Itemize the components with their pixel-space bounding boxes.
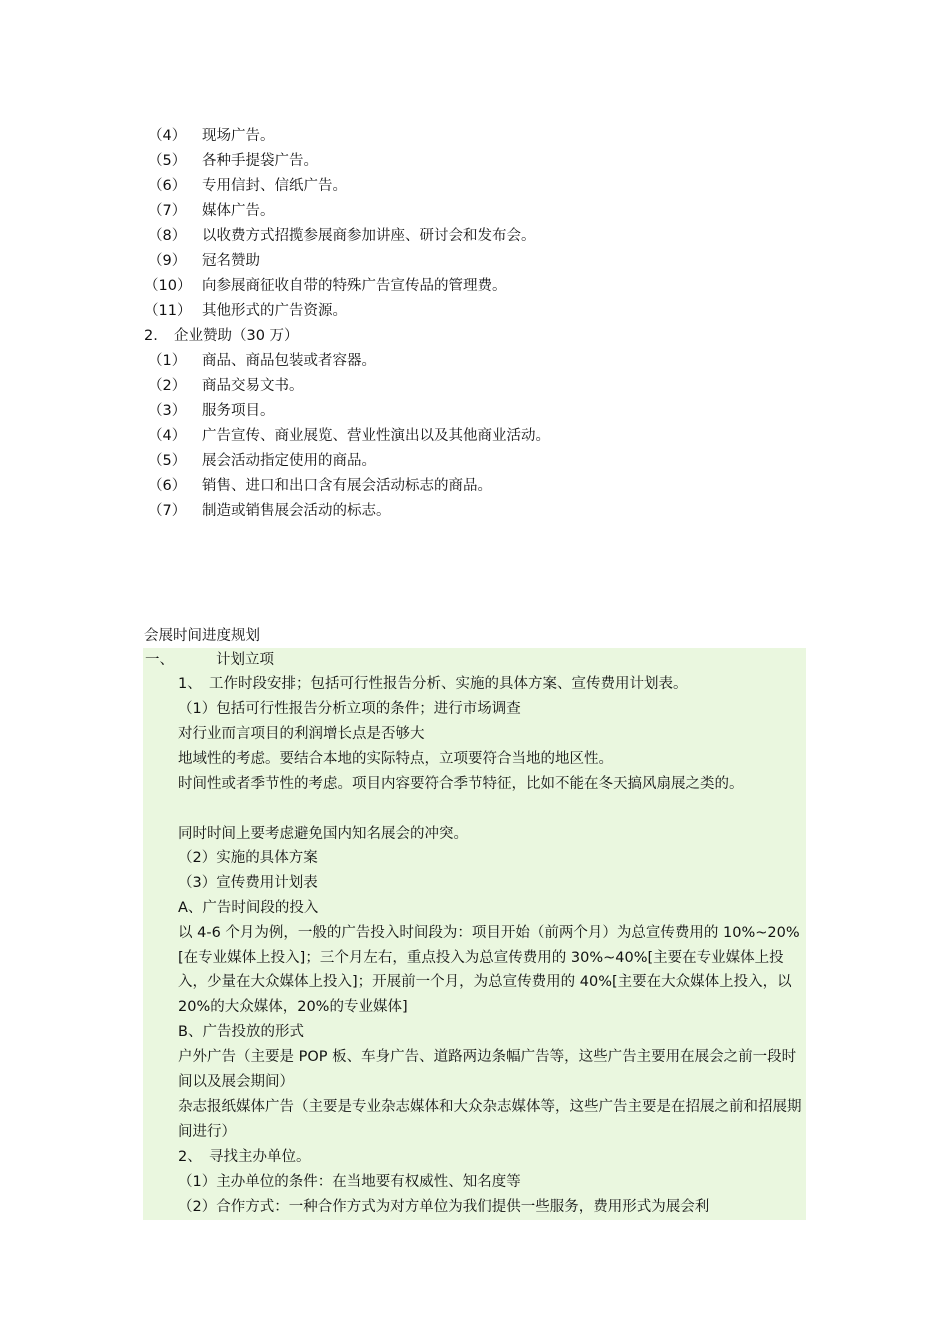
list-item-number: （5）: [148, 453, 187, 469]
list-item: [144, 274, 824, 299]
list-item: [144, 249, 824, 274]
schedule-title: 会展时间进度规划: [144, 628, 260, 644]
list-item-text: 制造或销售展会活动的标志。: [202, 503, 391, 519]
list-item: [144, 374, 824, 399]
subitem-host-2: （2）合作方式：一种合作方式为对方单位为我们提供一些服务，费用形式为展会利: [178, 1199, 710, 1215]
list-item-number: （2）: [148, 378, 187, 394]
list-item-number: （8）: [148, 228, 187, 244]
list-item-text: 销售、进口和出口含有展会活动标志的商品。: [202, 478, 492, 494]
section-number: 2.: [144, 328, 158, 344]
section-heading: [144, 324, 824, 349]
paragraph-magazine: 杂志报纸媒体广告（主要是专业杂志媒体和大众杂志媒体等，这些广告主要是在招展之前和招展期间进行）: [178, 1099, 802, 1140]
list-item: [144, 299, 824, 324]
list-item: [144, 149, 824, 174]
list-item-text: 展会活动指定使用的商品。: [202, 453, 376, 469]
document-list: [144, 124, 824, 524]
list-item-number: （5）: [148, 153, 187, 169]
paragraph-ad-timing: 以 4-6 个月为例，一般的广告投入时间段为：项目开始（前两个月）为总宣传费用的 10%~20%[在专业媒体上投入]；三个月左右，重点投入为总宣传费用的 30%~40%[主要在专业媒体上投入，少量在大众媒体上投入]；开展前一个月，为总宣传费用的 40%[主要在大众媒体上投入，以 20%的大众媒体，20%的专业媒体]: [178, 925, 800, 1015]
list-item-number: （6）: [148, 178, 187, 194]
list-item-text: 向参展商征收自带的特殊广告宣传品的管理费。: [202, 278, 507, 294]
item-1: 1、 工作时段安排；包括可行性报告分析、实施的具体方案、宣传费用计划表。: [178, 676, 688, 692]
list-item-text: 专用信封、信纸广告。: [202, 178, 347, 194]
list-item-text: 冠名赞助: [202, 253, 260, 269]
list-item-text: 服务项目。: [202, 403, 275, 419]
subheading-b: B、广告投放的形式: [178, 1024, 304, 1040]
list-item-number: （3）: [148, 403, 187, 419]
highlighted-section: [143, 648, 806, 1220]
list-item-number: （7）: [148, 503, 187, 519]
subheading-a: A、广告时间段的投入: [178, 900, 319, 916]
list-item: [144, 349, 824, 374]
item-2: 2、 寻找主办单位。: [178, 1149, 311, 1165]
list-item: [144, 174, 824, 199]
subitem-host-1: （1）主办单位的条件：在当地要有权威性、知名度等: [178, 1174, 521, 1190]
list-item-number: （6）: [148, 478, 187, 494]
list-item: [144, 199, 824, 224]
list-item-number: （9）: [148, 253, 187, 269]
subitem-3: （3）宣传费用计划表: [178, 875, 318, 891]
list-item-number: （11）: [144, 303, 192, 319]
list-item-number: （4）: [148, 128, 187, 144]
list-item-text: 商品交易文书。: [202, 378, 304, 394]
list-item-text: 商品、商品包装或者容器。: [202, 353, 376, 369]
part-title: 计划立项: [216, 652, 274, 668]
section-title: 企业赞助（30 万）: [174, 328, 299, 344]
paragraph-outdoor: 户外广告（主要是 POP 板、车身广告、道路两边条幅广告等，这些广告主要用在展会之前一段时间以及展会期间）: [178, 1049, 797, 1090]
list-item: [144, 424, 824, 449]
list-item: [144, 399, 824, 424]
list-item-number: （1）: [148, 353, 187, 369]
subitem-1: （1）包括可行性报告分析立项的条件；进行市场调查: [178, 701, 521, 717]
list-item: [144, 124, 824, 149]
list-item-text: 以收费方式招揽参展商参加讲座、研讨会和发布会。: [202, 228, 536, 244]
subitem-2: （2）实施的具体方案: [178, 850, 318, 866]
text-line: 对行业而言项目的利润增长点是否够大: [178, 726, 425, 742]
text-line: 同时时间上要考虑避免国内知名展会的冲突。: [178, 826, 468, 842]
list-item-text: 现场广告。: [202, 128, 275, 144]
paragraph-season: 时间性或者季节性的考虑。项目内容要符合季节特征，比如不能在冬天搞风扇展之类的。: [178, 776, 744, 792]
list-item-number: （7）: [148, 203, 187, 219]
list-item-text: 其他形式的广告资源。: [202, 303, 347, 319]
part-number: 一、: [145, 652, 174, 668]
text-line: 地域性的考虑。要结合本地的实际特点，立项要符合当地的地区性。: [178, 751, 613, 767]
list-item: [144, 449, 824, 474]
list-item: [144, 499, 824, 524]
list-item-text: 各种手提袋广告。: [202, 153, 318, 169]
list-item: [144, 224, 824, 249]
list-item-text: 广告宣传、商业展览、营业性演出以及其他商业活动。: [202, 428, 550, 444]
list-item-number: （4）: [148, 428, 187, 444]
list-item-number: （10）: [144, 278, 192, 294]
list-item-text: 媒体广告。: [202, 203, 275, 219]
list-item: [144, 474, 824, 499]
